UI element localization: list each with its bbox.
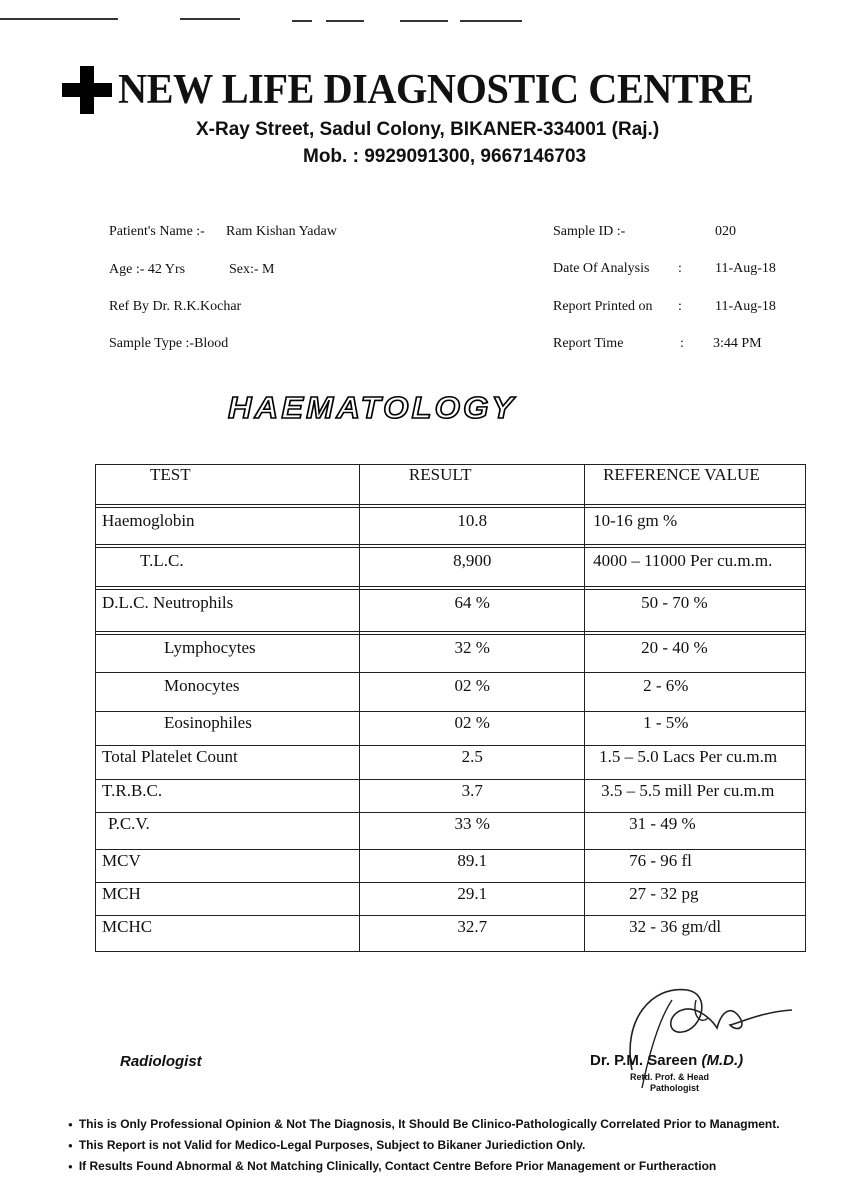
printed-date: 11-Aug-18 bbox=[715, 299, 776, 314]
doctor-title-line: Pathologist bbox=[650, 1083, 699, 1093]
test-name: MCH bbox=[96, 883, 360, 916]
test-result: 89.1 bbox=[360, 850, 585, 883]
scan-mark bbox=[326, 20, 364, 22]
doctor-title-line: Retd. Prof. & Head bbox=[630, 1072, 710, 1082]
report-time: 3:44 PM bbox=[713, 336, 762, 351]
table-row bbox=[96, 508, 806, 545]
patient-name: Ram Kishan Yadaw bbox=[226, 224, 337, 239]
scan-mark bbox=[180, 18, 240, 20]
table-row bbox=[96, 850, 806, 883]
test-name: D.L.C. Neutrophils bbox=[96, 590, 360, 632]
centre-mobile: Mob. : 9929091300, 9667146703 bbox=[303, 146, 587, 167]
sample-id-label: Sample ID :- bbox=[553, 224, 626, 239]
test-result: 33 % bbox=[360, 813, 585, 850]
test-name: Lymphocytes bbox=[96, 635, 360, 673]
test-result: 64 % bbox=[360, 590, 585, 632]
report-time-label: Report Time bbox=[553, 336, 624, 351]
colon: : bbox=[678, 261, 682, 276]
test-reference: 50 - 70 % bbox=[585, 590, 806, 632]
centre-name: NEW LIFE DIAGNOSTIC CENTRE bbox=[118, 67, 754, 113]
doctor-name bbox=[590, 1052, 743, 1069]
scan-mark bbox=[0, 18, 118, 20]
test-reference: 2 - 6% bbox=[585, 673, 806, 712]
test-name: T.L.C. bbox=[96, 548, 360, 587]
section-title: HAEMATOLOGY bbox=[228, 390, 517, 425]
table-row bbox=[96, 916, 806, 952]
referring-doctor: Ref By Dr. R.K.Kochar bbox=[109, 299, 242, 314]
test-reference: 3.5 – 5.5 mill Per cu.m.m bbox=[585, 780, 806, 813]
doctor-name-text: Dr. P.M. Sareen bbox=[590, 1052, 698, 1069]
results-table bbox=[95, 464, 806, 952]
test-name: P.C.V. bbox=[96, 813, 360, 850]
doctor-title bbox=[630, 1072, 709, 1094]
colon: : bbox=[678, 299, 682, 314]
patient-name-label: Patient's Name :- bbox=[109, 224, 205, 239]
test-name: MCV bbox=[96, 850, 360, 883]
test-result: 29.1 bbox=[360, 883, 585, 916]
colon: : bbox=[680, 336, 684, 351]
header-result: RESULT bbox=[360, 465, 585, 505]
test-reference: 76 - 96 fl bbox=[585, 850, 806, 883]
table-row bbox=[96, 635, 806, 673]
test-result: 32 % bbox=[360, 635, 585, 673]
test-reference: 31 - 49 % bbox=[585, 813, 806, 850]
test-reference: 10-16 gm % bbox=[585, 508, 806, 545]
header-test: TEST bbox=[96, 465, 360, 505]
patient-age: Age :- 42 Yrs bbox=[109, 262, 186, 277]
scan-mark bbox=[460, 20, 522, 22]
test-name: Haemoglobin bbox=[96, 508, 360, 545]
table-header-row bbox=[96, 465, 806, 505]
table-row bbox=[96, 548, 806, 587]
table-row bbox=[96, 673, 806, 712]
radiologist-label: Radiologist bbox=[120, 1053, 202, 1070]
test-reference: 1.5 – 5.0 Lacs Per cu.m.m bbox=[585, 746, 806, 780]
table-row bbox=[96, 780, 806, 813]
test-name: Monocytes bbox=[96, 673, 360, 712]
test-result: 2.5 bbox=[360, 746, 585, 780]
note-item: ● This Report is not Valid for Medico-Legal Purposes, Subject to Bikaner Juriediction Only. bbox=[68, 1135, 780, 1156]
scan-mark bbox=[400, 20, 448, 22]
test-result: 02 % bbox=[360, 712, 585, 746]
table-row bbox=[96, 746, 806, 780]
test-result: 3.7 bbox=[360, 780, 585, 813]
sample-type: Sample Type :-Blood bbox=[109, 336, 229, 351]
header-reference: REFERENCE VALUE bbox=[585, 465, 806, 505]
analysis-date: 11-Aug-18 bbox=[715, 261, 776, 276]
test-reference: 20 - 40 % bbox=[585, 635, 806, 673]
red-cross-icon bbox=[62, 66, 112, 114]
table-row bbox=[96, 883, 806, 916]
test-result: 10.8 bbox=[360, 508, 585, 545]
sample-id: 020 bbox=[715, 224, 736, 239]
table-row bbox=[96, 813, 806, 850]
analysis-date-label: Date Of Analysis bbox=[553, 261, 650, 276]
test-result: 02 % bbox=[360, 673, 585, 712]
doctor-degree: (M.D.) bbox=[701, 1052, 744, 1069]
test-name: Total Platelet Count bbox=[96, 746, 360, 780]
table-row bbox=[96, 712, 806, 746]
test-reference: 27 - 32 pg bbox=[585, 883, 806, 916]
signature-mark bbox=[612, 960, 812, 1090]
disclaimer-notes bbox=[68, 1114, 780, 1177]
table-row bbox=[96, 590, 806, 632]
note-item: ● If Results Found Abnormal & Not Matching Clinically, Contact Centre Before Prior Management or Furtheraction bbox=[68, 1156, 780, 1177]
test-reference: 32 - 36 gm/dl bbox=[585, 916, 806, 952]
test-name: T.R.B.C. bbox=[96, 780, 360, 813]
note-item: ● This is Only Professional Opinion & Not The Diagnosis, It Should Be Clinico-Pathologically Correlated Prior to Managment. bbox=[68, 1114, 780, 1135]
test-result: 32.7 bbox=[360, 916, 585, 952]
test-name: MCHC bbox=[96, 916, 360, 952]
test-reference: 1 - 5% bbox=[585, 712, 806, 746]
test-result: 8,900 bbox=[360, 548, 585, 587]
centre-address: X-Ray Street, Sadul Colony, BIKANER-334001 (Raj.) bbox=[196, 119, 660, 140]
scan-mark bbox=[292, 20, 312, 22]
printed-date-label: Report Printed on bbox=[553, 299, 653, 314]
test-reference: 4000 – 11000 Per cu.m.m. bbox=[585, 548, 806, 587]
test-name: Eosinophiles bbox=[96, 712, 360, 746]
patient-sex: Sex:- M bbox=[229, 262, 275, 277]
